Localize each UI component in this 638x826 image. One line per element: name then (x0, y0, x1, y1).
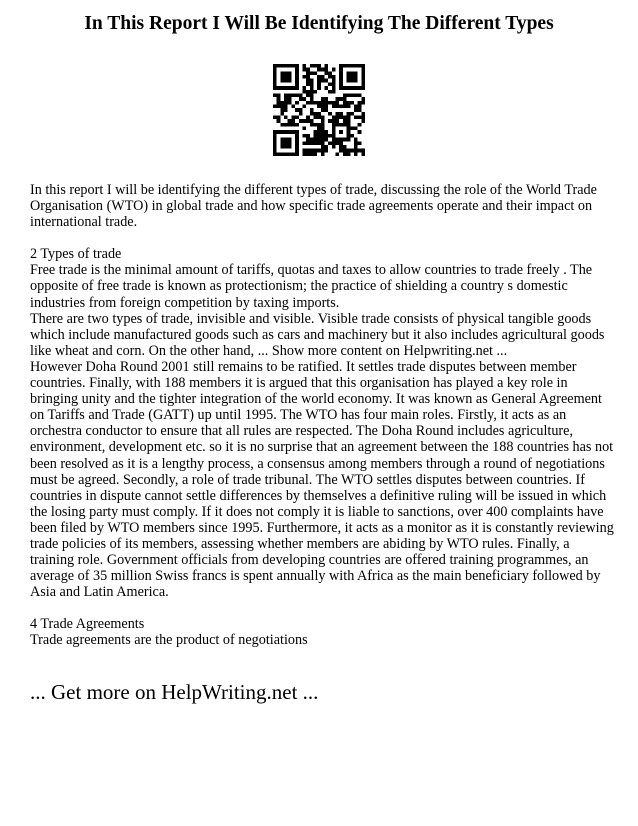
section-2-paragraph-2: There are two types of trade, invisible and visible. Visible trade consists of physical tangible goods which include manufactured goods such as cars and machinery but it also includes agricultural goods like wheat and corn. On the other hand, ... Show more content on Helpwriting.net ... (30, 310, 605, 359)
intro-paragraph: In this report I will be identifying the different types of trade, discussing the role of the World Trade Organisation (WTO) in global trade and how specific trade agreements operate and their impact on international trade. (30, 182, 597, 231)
section-2-paragraph-1: Free trade is the minimal amount of tariffs, quotas and taxes to allow countries to trade freely . The opposite of free trade is known as protectionism; the practice of shielding a country s domestic industries from foreign competition by taxing imports. (30, 262, 593, 311)
section-4-paragraph: Trade agreements are the product of negotiations (30, 632, 308, 649)
get-more-link[interactable]: ... Get more on HelpWriting.net ... (30, 680, 319, 704)
section-2-heading: 2 Types of trade (30, 246, 122, 263)
section-4-heading: 4 Trade Agreements (30, 616, 145, 633)
document-title: In This Report I Will Be Identifying The Different Types (84, 13, 554, 34)
section-3-paragraph: However Doha Round 2001 still remains to be ratified. It settles trade disputes between member countries. Finally, with 188 members it is argued that this organisation has played a key role in bringing unity and the tighter integration of the world economy. It was known as General Agreement on Tariffs and Trade (GATT) up until 1995. The WTO has four main roles. Firstly, it acts as an orchestra conductor to ensure that all rules are respected. The Doha Round includes agriculture, environment, development etc. so it is no surprise that an agreement between the 188 countries has not been resolved as it is a lengthy process, a consensus among members through a round of negotiations must be agreed. Secondly, a role of trade tribunal. The WTO settles disputes between countries. If countries in dispute cannot settle differences by themselves a definitive ruling will be issued in which the losing party must comply. If it does not comply it is liable to sanctions, over 400 complaints have been filed by WTO members since 1995. Furthermore, it acts as a monitor as it is constantly reviewing trade policies of its members, assessing whether members are abiding by WTO rules. Finally, a training role. Government officials from developing countries are offered training programmes, an average of 35 million Swiss francs is spent annually with Africa as the main beneficiary followed by Asia and Latin America. (30, 358, 614, 601)
qr-code-icon (273, 64, 365, 156)
document-body (30, 182, 614, 649)
